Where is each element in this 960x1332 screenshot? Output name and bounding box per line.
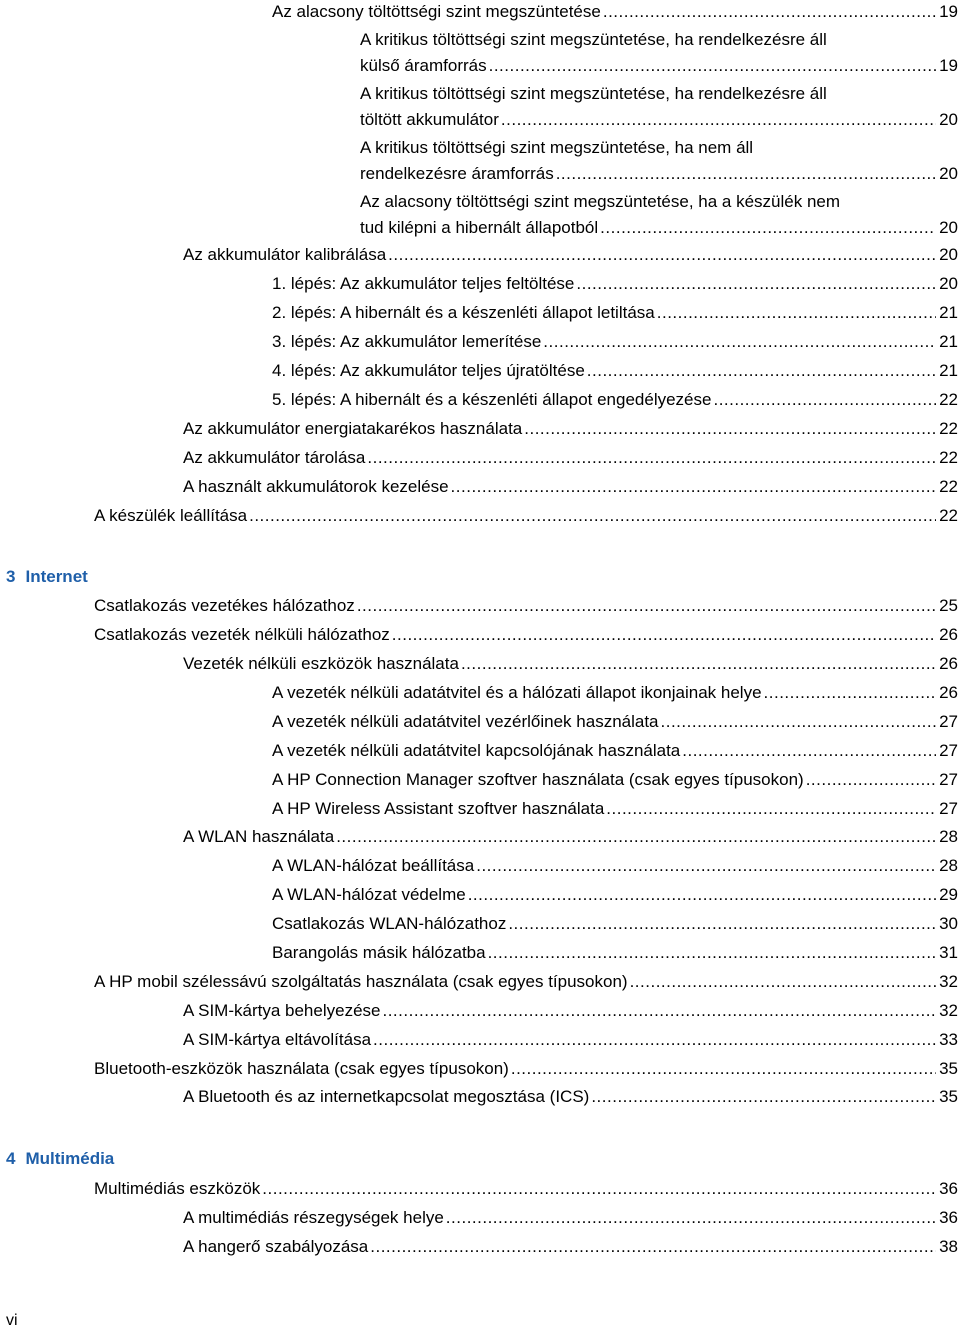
toc-page-number: 22 — [939, 448, 958, 467]
toc-entry-title: külső áramforrás — [360, 55, 487, 75]
toc-leader-dots — [603, 1, 936, 22]
toc-entry-title-line1: A kritikus töltöttségi szint megszüntetése, ha nem áll — [360, 137, 754, 157]
toc-page-number: 31 — [939, 943, 958, 962]
toc-entry[interactable] — [272, 385, 960, 414]
toc-entry-title-line1: Az alacsony töltöttségi szint megszüntetése, ha a készülék nem — [360, 191, 841, 211]
toc-entry-title: Az akkumulátor energiatakarékos használata — [183, 419, 523, 438]
toc-leader-dots — [357, 595, 936, 616]
toc-entry[interactable] — [183, 240, 960, 269]
toc-entry-title: Barangolás másik hálózatba — [272, 943, 486, 962]
toc-entry-title: A HP Connection Manager szoftver használata (csak egyes típusokon) — [272, 770, 804, 789]
toc-entry-title: 5. lépés: A hibernált és a készenléti állapot engedélyezése — [272, 390, 712, 409]
toc-entry[interactable] — [94, 501, 960, 530]
toc-leader-dots — [511, 1058, 936, 1079]
toc-page-number: 33 — [939, 1030, 958, 1049]
toc-entry[interactable] — [272, 269, 960, 298]
toc-leader-dots — [524, 418, 936, 439]
toc-page-number: 29 — [939, 885, 958, 904]
toc-leader-dots — [682, 740, 936, 761]
toc-leader-dots — [508, 913, 936, 934]
toc-leader-dots — [600, 217, 936, 238]
toc-entry[interactable] — [272, 736, 960, 765]
toc-entry[interactable] — [183, 1082, 960, 1111]
toc-entry-title: Multimédiás eszközök — [94, 1179, 261, 1198]
toc-entry-title: A SIM-kártya behelyezése — [183, 1001, 381, 1020]
toc-entry-title: A Bluetooth és az internetkapcsolat megosztása (ICS) — [183, 1087, 590, 1106]
chapter-title: Multimédia — [25, 1149, 115, 1168]
toc-entry-title: Csatlakozás WLAN-hálózathoz — [272, 914, 507, 933]
toc-entry[interactable] — [183, 1025, 960, 1054]
toc-entry-title: A készülék leállítása — [94, 506, 248, 525]
toc-leader-dots — [373, 1029, 936, 1050]
toc-leader-dots — [587, 360, 936, 381]
toc-entry-title: A HP mobil szélessávú szolgáltatás használata (csak egyes típusokon) — [94, 972, 628, 991]
toc-entry-title: A HP Wireless Assistant szoftver használata — [272, 799, 605, 818]
toc-entry-title: Bluetooth-eszközök használata (csak egyes típusokon) — [94, 1059, 509, 1078]
toc-leader-dots — [461, 653, 936, 674]
toc-leader-dots — [488, 942, 936, 963]
toc-leader-dots — [336, 826, 936, 847]
toc-page-number: 22 — [939, 506, 958, 525]
toc-entry[interactable] — [183, 649, 960, 678]
toc-entry[interactable] — [272, 0, 960, 26]
toc-page-number: 21 — [939, 332, 958, 351]
toc-page-number: 27 — [939, 770, 958, 789]
toc-entry[interactable] — [94, 1174, 960, 1203]
toc-entry-title: A WLAN használata — [183, 827, 335, 846]
toc-entry-title: A vezeték nélküli adatátvitel kapcsolójának használata — [272, 741, 681, 760]
toc-page-number: 20 — [939, 217, 958, 237]
toc-leader-dots — [657, 302, 936, 323]
toc-leader-dots — [382, 1000, 936, 1021]
chapter-heading[interactable] — [6, 567, 88, 587]
toc-page-number: 27 — [939, 799, 958, 818]
toc-leader-dots — [543, 331, 936, 352]
toc-leader-dots — [489, 55, 936, 76]
toc-leader-dots — [501, 109, 936, 130]
toc-entry-title: A vezeték nélküli adatátvitel és a hálózati állapot ikonjainak helye — [272, 683, 762, 702]
toc-entry-title: 2. lépés: A hibernált és a készenléti állapot letiltása — [272, 303, 655, 322]
toc-entry[interactable] — [94, 591, 960, 620]
toc-leader-dots — [476, 855, 936, 876]
chapter-number: 3 — [6, 567, 16, 586]
toc-leader-dots — [451, 476, 936, 497]
toc-page-number: 26 — [939, 625, 958, 644]
toc-page-number: 30 — [939, 914, 958, 933]
toc-leader-dots — [576, 273, 936, 294]
toc-entry-title: töltött akkumulátor — [360, 109, 499, 129]
chapter-title: Internet — [25, 567, 88, 586]
chapter-number: 4 — [6, 1149, 16, 1168]
toc-page-number: 19 — [939, 2, 958, 21]
toc-entry-title: A multimédiás részegységek helye — [183, 1208, 444, 1227]
toc-entry[interactable] — [272, 327, 960, 356]
toc-entry-title: A WLAN-hálózat védelme — [272, 885, 466, 904]
toc-leader-dots — [661, 711, 936, 732]
toc-page-number: 26 — [939, 654, 958, 673]
toc-entry[interactable] — [272, 765, 960, 794]
toc-entry-title: tud kilépni a hibernált állapotból — [360, 217, 599, 237]
toc-page-number: 28 — [939, 827, 958, 846]
chapter-heading[interactable] — [6, 1149, 114, 1169]
toc-page-number: 36 — [939, 1208, 958, 1227]
toc-leader-dots — [806, 769, 936, 790]
toc-entry[interactable] — [272, 678, 960, 707]
toc-leader-dots — [392, 624, 936, 645]
toc-leader-dots — [764, 682, 936, 703]
toc-entry[interactable] — [183, 822, 960, 851]
toc-entry[interactable] — [183, 443, 960, 472]
toc-entry[interactable] — [94, 1054, 960, 1083]
toc-entry[interactable] — [183, 996, 960, 1025]
toc-entry[interactable] — [272, 880, 960, 909]
toc-entry-title: A SIM-kártya eltávolítása — [183, 1030, 372, 1049]
toc-page-number: 22 — [939, 419, 958, 438]
toc-page-number: 38 — [939, 1237, 958, 1256]
toc-entry-title: 1. lépés: Az akkumulátor teljes feltöltése — [272, 274, 575, 293]
toc-leader-dots — [388, 244, 936, 265]
toc-leader-dots — [370, 1236, 936, 1257]
toc-entry[interactable] — [360, 134, 960, 186]
toc-entry-title: Az akkumulátor kalibrálása — [183, 245, 387, 264]
toc-entry[interactable] — [183, 1203, 960, 1232]
toc-entry[interactable] — [272, 909, 960, 938]
toc-page-number: 20 — [939, 109, 958, 129]
toc-page-number: 35 — [939, 1059, 958, 1078]
toc-page-number: 22 — [939, 477, 958, 496]
toc-page-number: 35 — [939, 1087, 958, 1106]
toc-entry[interactable] — [183, 1232, 960, 1261]
toc-entry-title-line1: A kritikus töltöttségi szint megszüntetése, ha rendelkezésre áll — [360, 83, 827, 103]
toc-entry[interactable] — [272, 707, 960, 736]
toc-page-number: 21 — [939, 361, 958, 380]
toc-leader-dots — [367, 447, 936, 468]
toc-leader-dots — [591, 1086, 936, 1107]
toc-entry[interactable] — [94, 967, 960, 996]
toc-leader-dots — [249, 505, 936, 526]
toc-leader-dots — [446, 1207, 936, 1228]
toc-entry-title: A WLAN-hálózat beállítása — [272, 856, 475, 875]
toc-entry-title: rendelkezésre áramforrás — [360, 163, 554, 183]
toc-entry[interactable] — [360, 188, 960, 240]
toc-entry[interactable] — [272, 356, 960, 385]
toc-page-number: 32 — [939, 1001, 958, 1020]
toc-entry[interactable] — [272, 938, 960, 967]
toc-entry-title: A használt akkumulátorok kezelése — [183, 477, 449, 496]
toc-entry-title: A vezeték nélküli adatátvitel vezérlőinek használata — [272, 712, 659, 731]
toc-entry[interactable] — [272, 851, 960, 880]
toc-page-number: 20 — [939, 245, 958, 264]
toc-entry[interactable] — [183, 414, 960, 443]
toc-page-number: 27 — [939, 741, 958, 760]
toc-entry-title: Csatlakozás vezetékes hálózathoz — [94, 596, 355, 615]
toc-page-number: 25 — [939, 596, 958, 615]
toc-page-number: 19 — [939, 55, 958, 75]
toc-entry[interactable] — [360, 26, 960, 78]
toc-entry-title: Csatlakozás vezeték nélküli hálózathoz — [94, 625, 390, 644]
toc-leader-dots — [630, 971, 936, 992]
page-number-footer: vi — [6, 1312, 18, 1329]
toc-entry-title-line1: A kritikus töltöttségi szint megszüntetése, ha rendelkezésre áll — [360, 29, 827, 49]
toc-page-number: 28 — [939, 856, 958, 875]
toc-leader-dots — [556, 163, 936, 184]
toc-entry-title: Az alacsony töltöttségi szint megszüntetése — [272, 2, 601, 21]
toc-entry[interactable] — [272, 794, 960, 823]
toc-entry-title: 4. lépés: Az akkumulátor teljes újratöltése — [272, 361, 585, 380]
toc-entry-title: Az akkumulátor tárolása — [183, 448, 366, 467]
toc-entry[interactable] — [360, 80, 960, 132]
toc-leader-dots — [606, 798, 936, 819]
toc-entry-title: 3. lépés: Az akkumulátor lemerítése — [272, 332, 542, 351]
toc-entry[interactable] — [183, 472, 960, 501]
toc-leader-dots — [713, 389, 936, 410]
toc-entry-title: A hangerő szabályozása — [183, 1237, 369, 1256]
toc-leader-dots — [468, 884, 936, 905]
toc-entry-title: Vezeték nélküli eszközök használata — [183, 654, 459, 673]
toc-entry[interactable] — [272, 298, 960, 327]
toc-page-number: 22 — [939, 390, 958, 409]
toc-entry[interactable] — [94, 620, 960, 649]
toc-leader-dots — [262, 1178, 936, 1199]
toc-page-number: 20 — [939, 274, 958, 293]
toc-page-number: 36 — [939, 1179, 958, 1198]
toc-page-number: 32 — [939, 972, 958, 991]
toc-page-number: 20 — [939, 163, 958, 183]
toc-page-number: 27 — [939, 712, 958, 731]
toc-page-number: 26 — [939, 683, 958, 702]
toc-page-number: 21 — [939, 303, 958, 322]
